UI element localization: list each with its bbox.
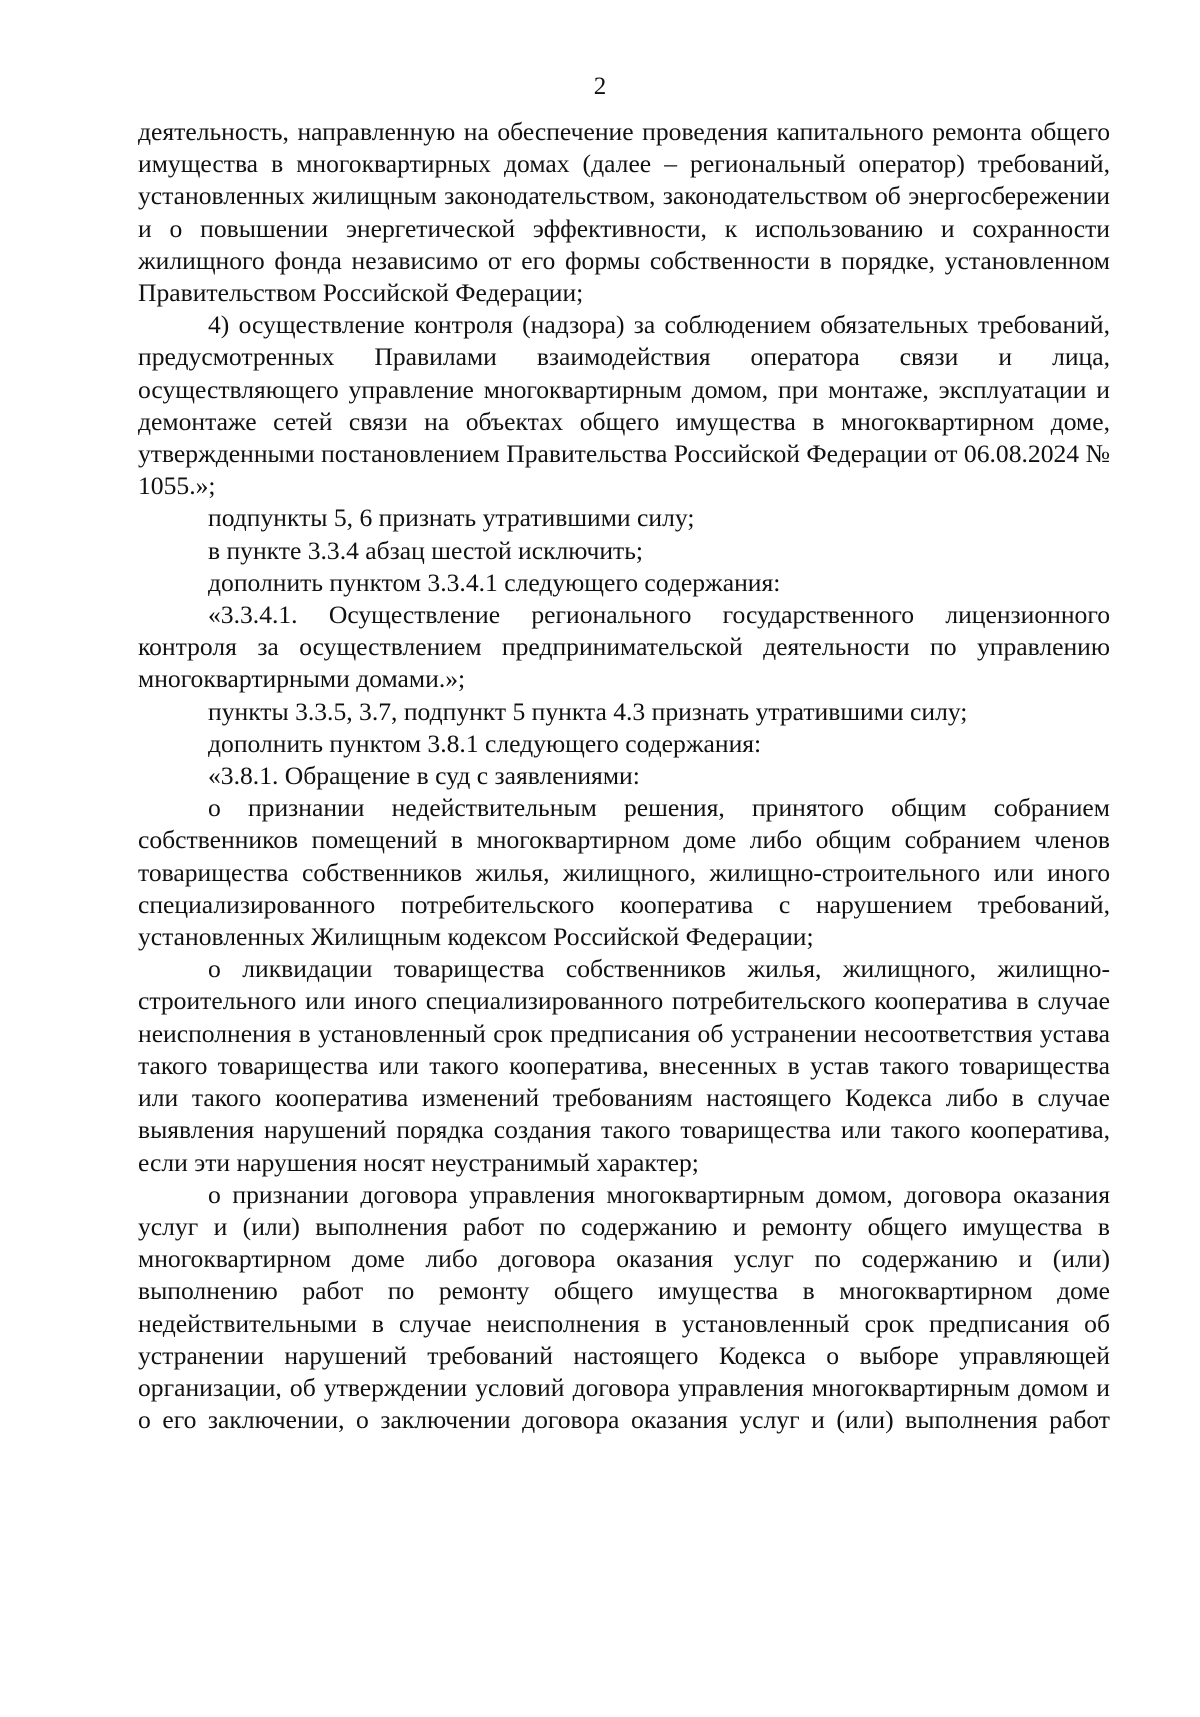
paragraph: подпункты 5, 6 признать утратившими силу; <box>208 503 695 533</box>
paragraph: о признании недействительным решения, принятого общим собранием собственников помещений в многоквартирном доме либо общим собранием членов товарищества собственников жилья, жилищного, жилищно-строительного или иного специализированного потребительского кооператива с нарушением требований, установленных Жилищным кодексом Российской Федерации; <box>138 793 1110 952</box>
paragraph: 4) осуществление контроля (надзора) за соблюдением обязательных требований, предусмотренных Правилами взаимодействия оператора связи и лица, осуществляющего управление многоквартирным домом, при монтаже, эксплуатации и демонтаже сетей связи на объектах общего имущества в многоквартирном доме, утвержденными постановлением Правительства Российской Федерации от 06.08.2024 № 1055.»; <box>138 310 1110 501</box>
paragraph: дополнить пунктом 3.3.4.1 следующего содержания: <box>208 567 781 597</box>
page-number: 2 <box>593 73 607 100</box>
paragraph: пункты 3.3.5, 3.7, подпункт 5 пункта 4.3 признать утратившими силу; <box>208 696 968 726</box>
paragraph: о ликвидации товарищества собственников жилья, жилищного, жилищно-строительного или иного специализированного потребительского кооператива в случае неисполнения в установленный срок предписания об устранении несоответствия устава такого товарищества или такого кооператива, внесенных в устав такого товарищества или такого кооператива изменений требованиям настоящего Кодекса либо в случае выявления нарушений порядка создания такого товарищества или такого кооператива, если эти нарушения носят неустранимый характер; <box>138 954 1110 1177</box>
paragraph: «3.3.4.1. Осуществление регионального государственного лицензионного контроля за осуществлением предпринимательской деятельности по управлению многоквартирными домами.»; <box>138 600 1110 694</box>
paragraph: «3.8.1. Обращение в суд с заявлениями: <box>208 761 640 791</box>
paragraph: деятельность, направленную на обеспечение проведения капитального ремонта общего имущества в многоквартирных домах (далее – региональный оператор) требований, установленных жилищным законодательством, законодательством об энергосбережении и о повышении энергетической эффективности, к использованию и сохранности жилищного фонда независимо от его формы собственности в порядке, установленном Правительством Российской Федерации; <box>138 117 1110 308</box>
document-body <box>138 116 1110 1436</box>
paragraph: в пункте 3.3.4 абзац шестой исключить; <box>208 535 643 565</box>
paragraph: дополнить пунктом 3.8.1 следующего содержания: <box>208 728 762 758</box>
paragraph: о признании договора управления многоквартирным домом, договора оказания услуг и (или) выполнения работ по содержанию и ремонту общего имущества в многоквартирном доме либо договора оказания услуг по содержанию и (или) выполнению работ по ремонту общего имущества в многоквартирном доме недействительными в случае неисполнения в установленный срок предписания об устранении нарушений требований настоящего Кодекса о выборе управляющей организации, об утверждении условий договора управления многоквартирным домом и о его заключении, о заключении договора оказания услуг и (или) выполнения работ <box>138 1179 1110 1435</box>
